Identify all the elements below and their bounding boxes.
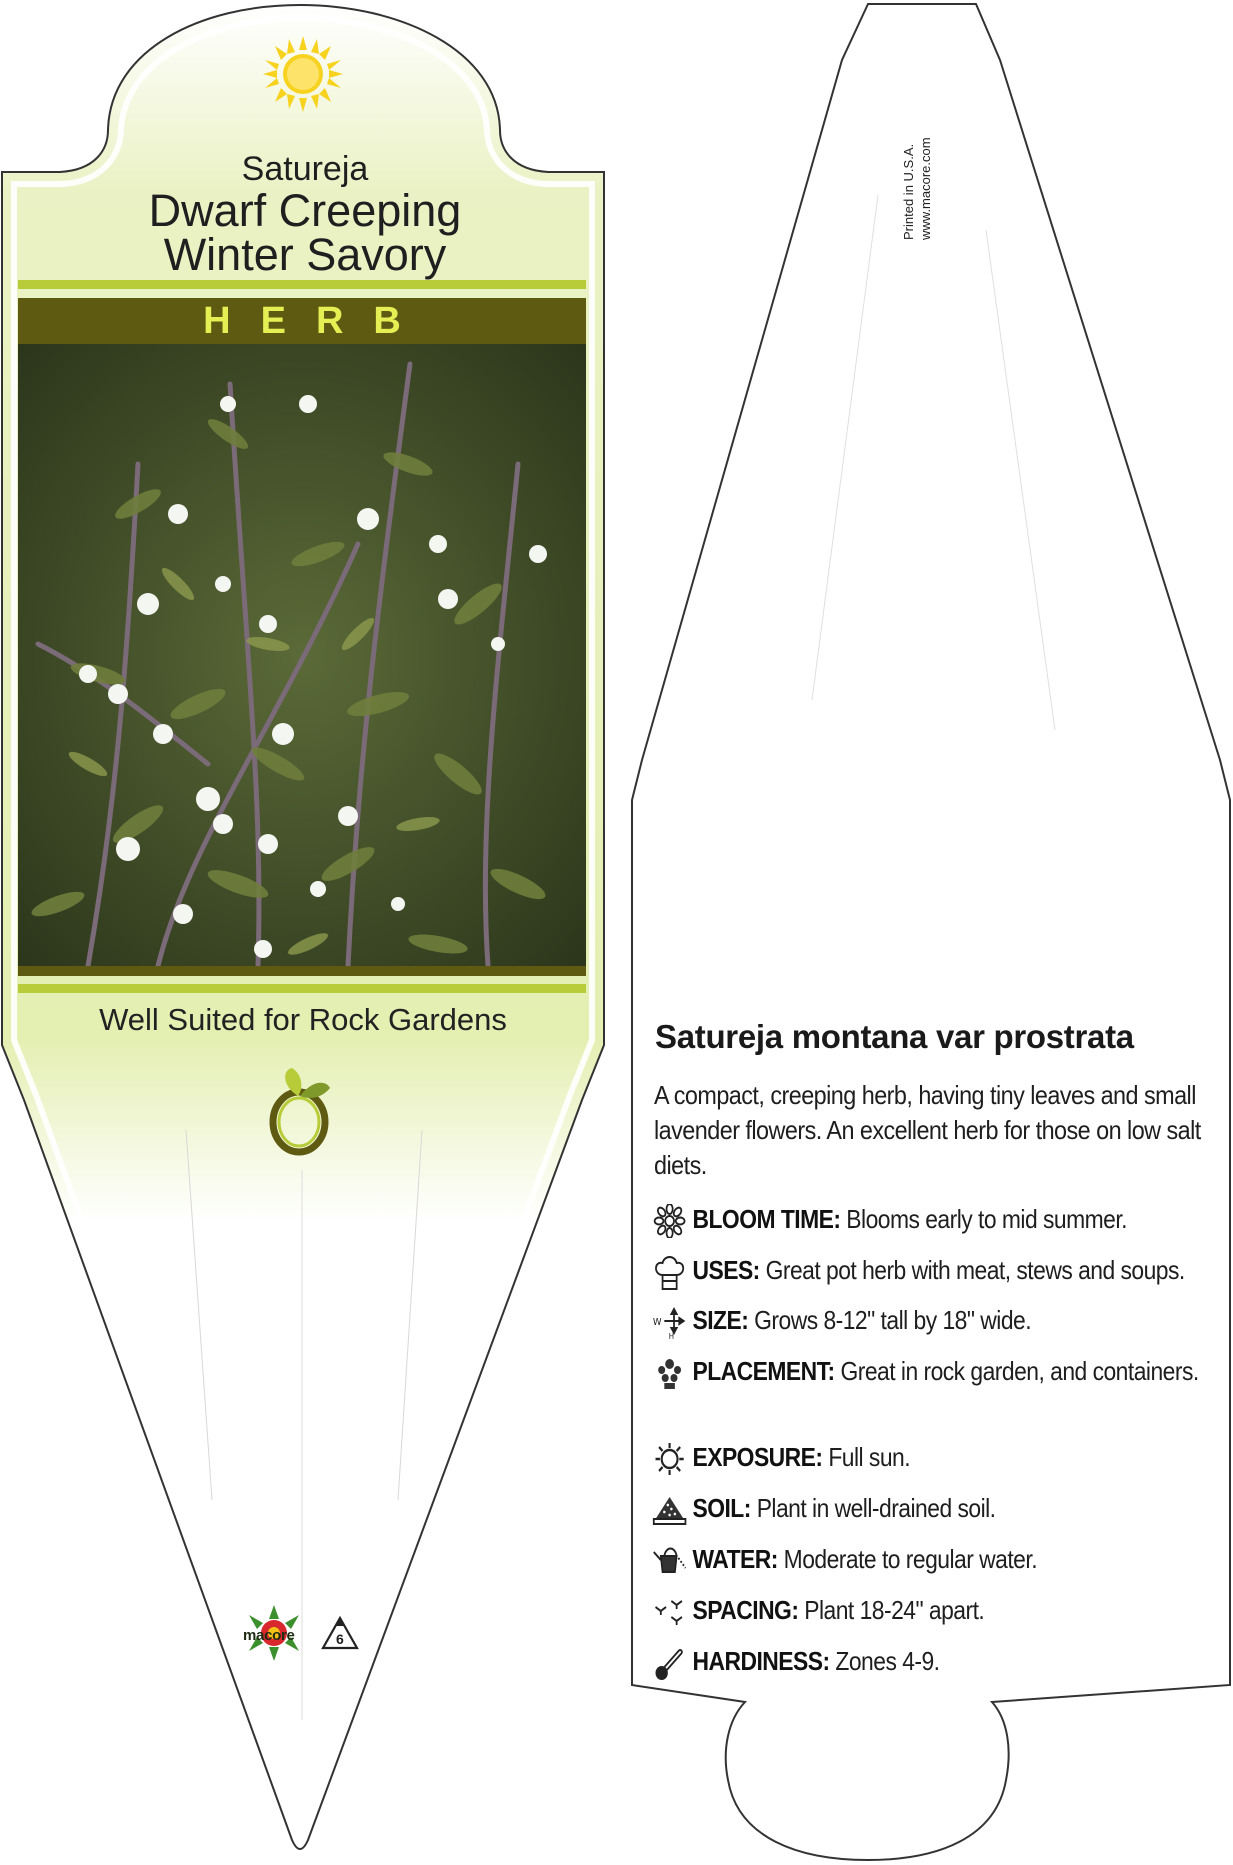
placement-icon [652, 1356, 687, 1390]
attr-label: HARDINESS: [692, 1646, 830, 1676]
category-bar [18, 298, 586, 344]
attr-water [652, 1542, 1233, 1578]
attr-value: Great pot herb with meat, stews and soups. [759, 1255, 1185, 1285]
flower-icon [652, 1204, 687, 1238]
chef-hat-icon [652, 1255, 687, 1289]
attr-value: Zones 4-9. [829, 1646, 940, 1676]
plant-photo [18, 344, 586, 966]
svg-text:H: H [668, 1331, 674, 1340]
attr-value: Great in rock garden, and containers. [834, 1356, 1199, 1386]
attr-soil [652, 1491, 1233, 1527]
attr-value: Blooms early to mid summer. [840, 1204, 1128, 1234]
attr-label: SOIL: [692, 1493, 751, 1523]
attr-label: EXPOSURE: [692, 1442, 823, 1472]
printed-in-text: Printed in U.S.A. [901, 143, 916, 240]
genus-name: Satureja [241, 150, 369, 188]
common-name-line-1: Dwarf Creeping [148, 185, 462, 236]
plant-description: A compact, creeping herb, having tiny leaves and small lavender flowers. An excellent herb for those on low salt diets. [654, 1080, 1201, 1180]
attr-hardiness [652, 1644, 1233, 1680]
attr-placement [652, 1354, 1233, 1390]
attr-value: Plant in well-drained soil. [750, 1493, 996, 1523]
attr-exposure [652, 1440, 1233, 1476]
thermometer-icon [652, 1646, 687, 1680]
website-text: www.macore.com [918, 137, 933, 240]
accent-rule-bottom [18, 984, 586, 993]
attr-spacing [652, 1593, 1233, 1629]
brand-name: macore [243, 1627, 295, 1644]
size-arrows-icon [652, 1305, 687, 1339]
attr-size [652, 1303, 1233, 1339]
accent-rule-top [18, 280, 586, 289]
svg-text:W: W [652, 1316, 662, 1329]
sun-outline-icon [652, 1442, 687, 1476]
back-tag-outline [632, 4, 1230, 1860]
feature-tagline: Well Suited for Rock Gardens [99, 1002, 507, 1037]
attr-label: PLACEMENT: [692, 1356, 835, 1386]
attr-label: SPACING: [692, 1595, 799, 1625]
attr-label: BLOOM TIME: [692, 1204, 841, 1234]
attr-bloom-time [652, 1202, 1233, 1238]
common-name-line-2: Winter Savory [163, 229, 447, 280]
attr-value: Plant 18-24" apart. [798, 1595, 985, 1625]
attr-uses [652, 1253, 1233, 1289]
attr-label: SIZE: [692, 1305, 749, 1335]
attr-label: WATER: [692, 1544, 778, 1574]
print-info [900, 137, 934, 240]
recycle-code: 6 [336, 1631, 344, 1647]
attr-value: Moderate to regular water. [777, 1544, 1038, 1574]
accent-rule-dark [18, 966, 586, 976]
botanical-name: Satureja montana var prostrata [655, 1018, 1134, 1055]
attr-label: USES: [692, 1255, 760, 1285]
soil-icon [652, 1493, 687, 1527]
category-label: HERB [203, 299, 431, 342]
sun-icon [263, 36, 343, 112]
seed-sprout-icon [268, 1066, 334, 1156]
watering-can-icon [652, 1544, 687, 1578]
spacing-icon [652, 1595, 687, 1629]
attr-value: Grows 8-12" tall by 18" wide. [748, 1305, 1032, 1335]
attr-value: Full sun. [822, 1442, 911, 1472]
